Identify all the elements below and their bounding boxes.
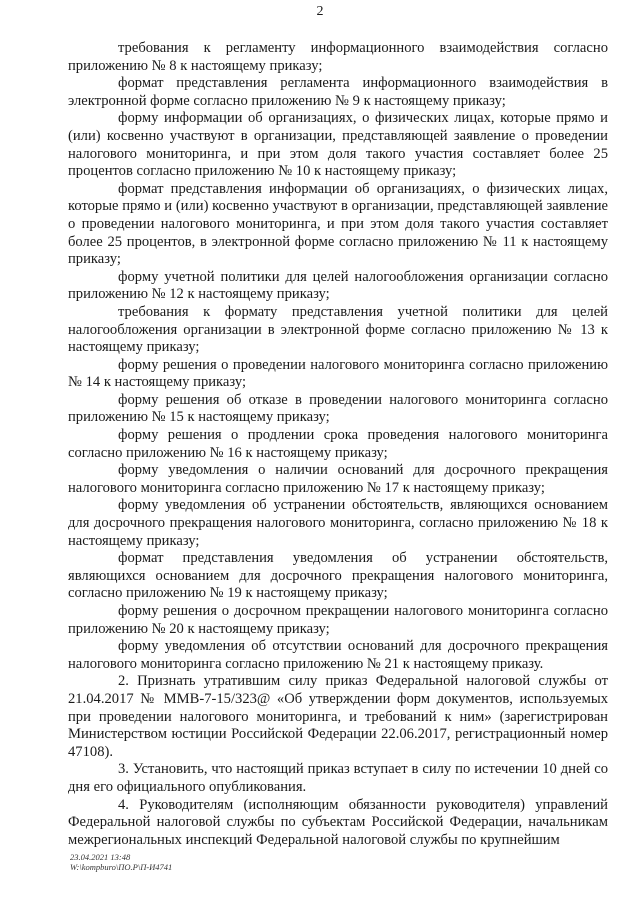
paragraph-item-8-requirements: требования к регламенту информационного взаимодействия согласно приложению № 8 к настоящему приказу;: [68, 40, 608, 74]
paragraph-item-11-format: формат представления информации об организациях, о физических лицах, которые прямо и (или) косвенно участвуют в организации, представляющей заявление о проведении налогового мониторинга, и при этом доля такого участия составляет более 25 процентов, в электронной форме согласно приложению № 11 к настоящему приказу;: [68, 180, 608, 268]
document-body: [68, 40, 608, 849]
footer-file-path: W:\kompburo\ПО.Р\П-И4741: [70, 862, 173, 872]
paragraph-item-13-requirements: требования к формату представления учетной политики для целей налогообложения организации в электронной форме согласно приложению № 13 к настоящему приказу;: [68, 303, 608, 356]
paragraph-item-17-form: форму уведомления о наличии оснований для досрочного прекращения налогового мониторинга согласно приложению № 17 к настоящему приказу;: [68, 462, 608, 496]
paragraph-item-9-format: формат представления регламента информационного взаимодействия в электронной форме согласно приложению № 9 к настоящему приказу;: [68, 75, 608, 109]
paragraph-item-16-form: форму решения о продлении срока проведения налогового мониторинга согласно приложению № 16 к настоящему приказу;: [68, 427, 608, 461]
paragraph-clause-4: 4. Руководителям (исполняющим обязанности руководителя) управлений Федеральной налоговой службы по субъектам Российской Федерации, начальникам межрегиональных инспекций Федеральной налоговой службы по крупнейшим: [68, 796, 608, 848]
paragraph-item-12-form: форму учетной политики для целей налогообложения организации согласно приложению № 12 к настоящему приказу;: [68, 268, 608, 303]
paragraph-clause-2: 2. Признать утратившим силу приказ Федеральной налоговой службы от 21.04.2017 № ММВ-7-15/323@ «Об утверждении форм документов, используемых при проведении налогового мониторинга, и требований к ним» (зарегистрирован Министерством юстиции Российской Федерации 22.06.2017, регистрационный номер 47108).: [68, 673, 608, 760]
paragraph-item-21-form: форму уведомления об отсутствии оснований для досрочного прекращения налогового мониторинга согласно приложению № 21 к настоящему приказу.: [68, 638, 608, 672]
footer-stamp: [70, 852, 172, 872]
paragraph-item-19-format: формат представления уведомления об устранении обстоятельств, являющихся основанием для досрочного прекращения налогового мониторинга, согласно приложению № 19 к настоящему приказу;: [68, 550, 608, 602]
paragraph-item-10-form: форму информации об организациях, о физических лицах, которые прямо и (или) косвенно участвуют в организации, представляющей заявление о проведении налогового мониторинга, и при этом доля такого участия составляет более 25 процентов согласно приложению № 10 к настоящему приказу;: [68, 110, 608, 180]
paragraph-item-15-form: форму решения об отказе в проведении налогового мониторинга согласно приложению № 15 к настоящему приказу;: [68, 391, 608, 426]
paragraph-item-20-form: форму решения о досрочном прекращении налогового мониторинга согласно приложению № 20 к настоящему приказу;: [68, 603, 608, 637]
paragraph-item-14-form: форму решения о проведении налогового мониторинга согласно приложению № 14 к настоящему приказу;: [68, 356, 608, 391]
paragraph-clause-3: 3. Установить, что настоящий приказ вступает в силу по истечении 10 дней со дня его официального опубликования.: [68, 761, 608, 795]
page-number: 2: [316, 4, 324, 19]
footer-date: 23.04.2021 13:48: [70, 852, 131, 862]
paragraph-item-18-form: форму уведомления об устранении обстоятельств, являющихся основанием для досрочного прекращения налогового мониторинга, согласно приложению № 18 к настоящему приказу;: [68, 497, 608, 549]
